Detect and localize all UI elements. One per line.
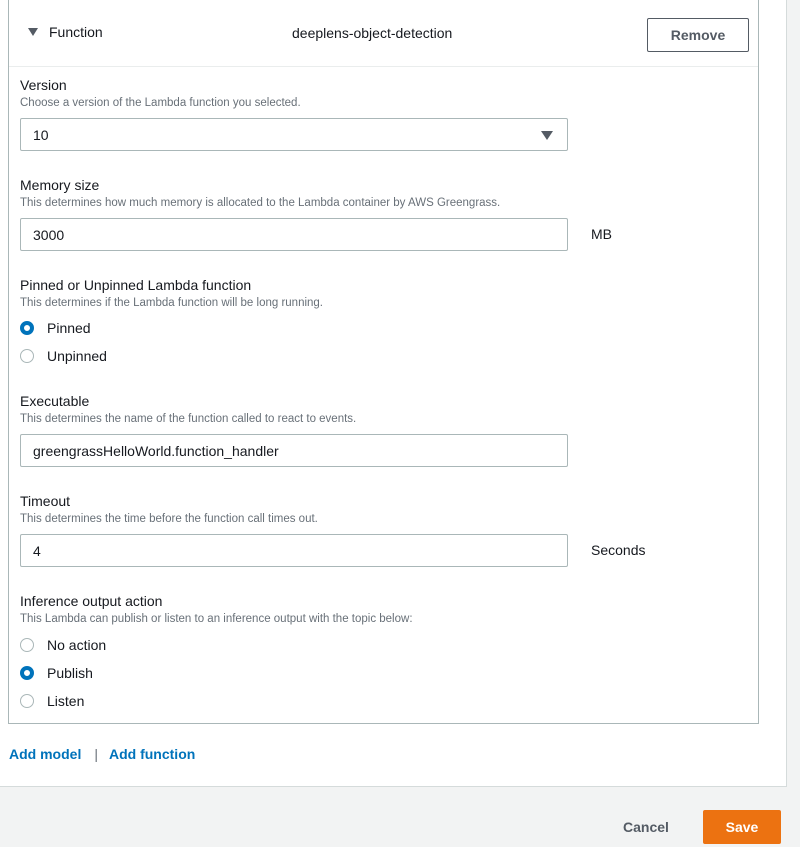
version-description: Choose a version of the Lambda function you selected. (20, 97, 301, 109)
dropdown-caret-icon (541, 131, 553, 140)
function-expand-toggle[interactable] (28, 24, 103, 40)
function-toggle-label: Function (49, 24, 103, 40)
executable-description: This determines the name of the function called to react to events. (20, 413, 357, 425)
radio-listen[interactable] (20, 693, 84, 709)
timeout-description: This determines the time before the function call times out. (20, 513, 318, 525)
save-button[interactable]: Save (703, 810, 781, 844)
pinning-label: Pinned or Unpinned Lambda function (20, 277, 252, 293)
link-separator: | (94, 746, 98, 762)
version-label: Version (20, 77, 67, 93)
radio-button-checked[interactable] (20, 321, 34, 335)
inference-label: Inference output action (20, 593, 163, 609)
memory-size-input[interactable] (20, 218, 568, 251)
remove-button[interactable]: Remove (647, 18, 749, 52)
radio-button-unchecked[interactable] (20, 694, 34, 708)
add-links (9, 746, 195, 762)
radio-button-checked[interactable] (20, 666, 34, 680)
timeout-label: Timeout (20, 493, 71, 509)
timeout-input[interactable] (20, 534, 568, 567)
version-selected-value: 10 (33, 127, 49, 143)
radio-pinned[interactable] (20, 320, 91, 336)
memory-description: This determines how much memory is allocated to the Lambda container by AWS Greengrass. (20, 197, 501, 209)
radio-listen-label: Listen (47, 693, 85, 709)
pinning-description: This determines if the Lambda function will be long running. (20, 297, 324, 309)
radio-button-unchecked[interactable] (20, 638, 34, 652)
radio-no-action-label: No action (47, 637, 107, 653)
radio-button-unchecked[interactable] (20, 349, 34, 363)
radio-unpinned[interactable] (20, 348, 107, 364)
radio-pinned-label: Pinned (47, 320, 91, 336)
function-panel-header (9, 0, 758, 67)
radio-publish[interactable] (20, 665, 93, 681)
cancel-button[interactable]: Cancel (604, 810, 688, 844)
version-select[interactable] (20, 118, 568, 151)
memory-unit: MB (591, 226, 612, 242)
function-name: deeplens-object-detection (292, 25, 453, 41)
radio-publish-label: Publish (47, 665, 93, 681)
add-model-link[interactable]: Add model (9, 746, 82, 762)
timeout-unit: Seconds (591, 542, 646, 558)
radio-unpinned-label: Unpinned (47, 348, 107, 364)
function-panel (8, 0, 759, 724)
radio-no-action[interactable] (20, 637, 106, 653)
executable-input[interactable] (20, 434, 568, 467)
add-function-link[interactable]: Add function (108, 746, 196, 762)
executable-label: Executable (20, 393, 90, 409)
memory-label: Memory size (20, 177, 100, 193)
inference-description: This Lambda can publish or listen to an inference output with the topic below: (20, 613, 413, 625)
caret-down-icon[interactable] (28, 28, 38, 36)
